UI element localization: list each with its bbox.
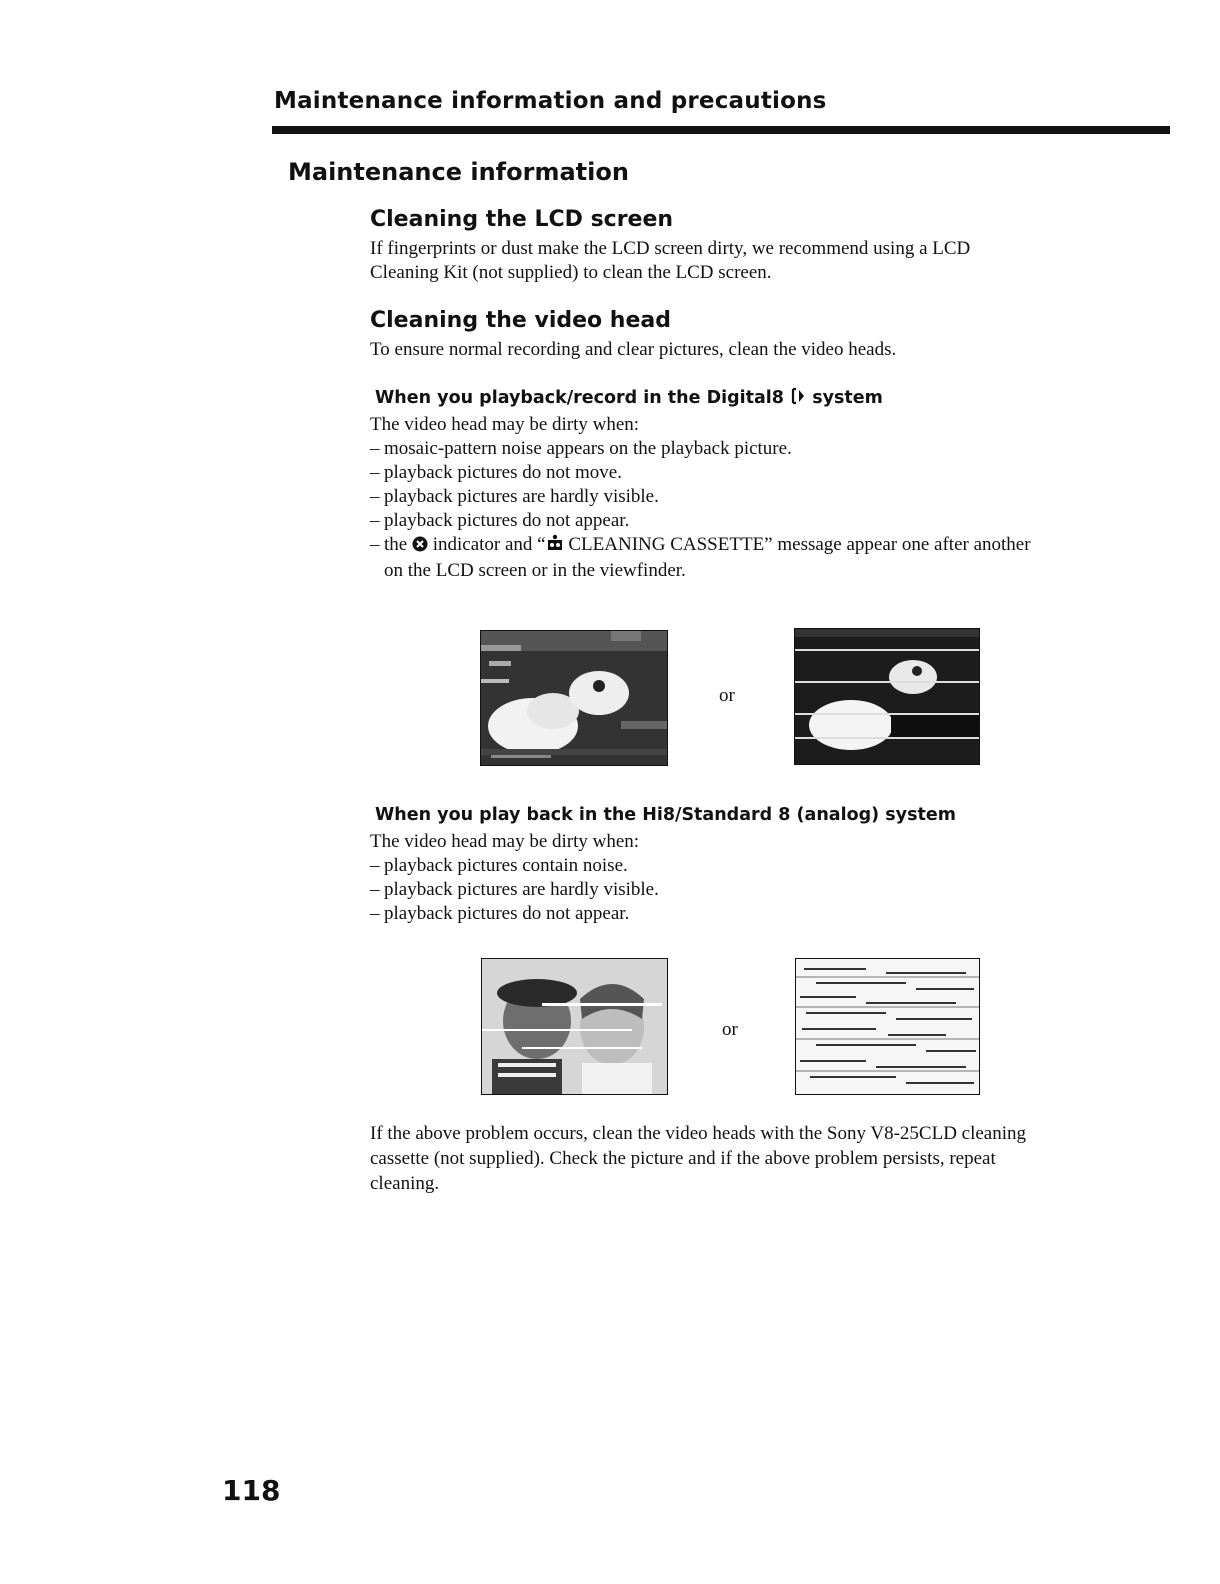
- warning-indicator-icon: [412, 535, 428, 559]
- page-title: Maintenance information: [288, 158, 629, 186]
- list-item: – playback pictures are hardly visible.: [370, 878, 1160, 902]
- digital8-heading: [375, 387, 883, 410]
- list-item-text-a: the: [384, 534, 408, 555]
- closing-line-2: cassette (not supplied). Check the picture and if the above problem persists, repeat: [370, 1148, 996, 1169]
- analog-heading: When you play back in the Hi8/Standard 8 (analog) system: [375, 805, 956, 825]
- video-head-intro: To ensure normal recording and clear pictures, clean the video heads.: [370, 339, 897, 360]
- video-head-heading: Cleaning the video head: [370, 308, 671, 333]
- analog-list: [370, 854, 1160, 926]
- list-item: – playback pictures contain noise.: [370, 854, 1160, 878]
- list-item: – playback pictures do not appear.: [370, 509, 1160, 533]
- or-label-analog: or: [722, 1019, 738, 1040]
- cleaning-cassette-icon: [546, 534, 564, 559]
- noisy-children-image: [481, 958, 668, 1095]
- lcd-heading: Cleaning the LCD screen: [370, 207, 674, 232]
- analog-lead: The video head may be dirty when:: [370, 831, 640, 852]
- digital8-list: [370, 437, 1160, 583]
- closing-line-1: If the above problem occurs, clean the video heads with the Sony V8-25CLD cleaning: [370, 1123, 1027, 1144]
- page-number: 118: [222, 1474, 281, 1507]
- digital8-heading-text: When you playback/record in the Digital8: [375, 388, 784, 408]
- lcd-line-2: Cleaning Kit (not supplied) to clean the LCD screen.: [370, 262, 772, 283]
- frozen-picture-image: [794, 628, 980, 765]
- digital8-lead: The video head may be dirty when:: [370, 414, 640, 435]
- list-item-text-c: CLEANING CASSETTE” message appear one after another: [568, 534, 1031, 555]
- list-item: – mosaic-pattern noise appears on the playback picture.: [370, 437, 1160, 461]
- closing-line-3: cleaning.: [370, 1173, 440, 1194]
- or-label-digital8: or: [719, 685, 735, 706]
- list-item: [370, 533, 1160, 583]
- digital8-logo-icon: [790, 387, 806, 410]
- header-rule: [272, 126, 1170, 134]
- digital8-heading-system: system: [812, 388, 883, 408]
- list-item: – playback pictures are hardly visible.: [370, 485, 1160, 509]
- mosaic-noise-image: [480, 630, 668, 766]
- list-item: – playback pictures do not appear.: [370, 902, 1160, 926]
- list-item: – playback pictures do not move.: [370, 461, 1160, 485]
- lcd-line-1: If fingerprints or dust make the LCD screen dirty, we recommend using a LCD: [370, 238, 971, 259]
- list-item-text-d: on the LCD screen or in the viewfinder.: [384, 560, 686, 581]
- list-item-text-b: indicator and “: [432, 534, 546, 555]
- noise-lines-image: [795, 958, 980, 1095]
- section-header: Maintenance information and precautions: [274, 88, 827, 114]
